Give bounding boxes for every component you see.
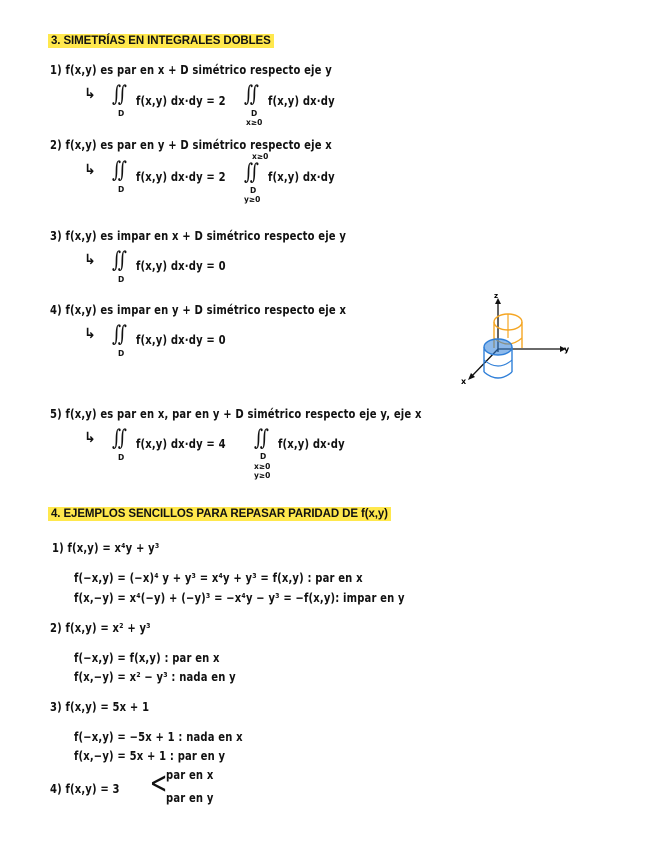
example1-line2: f(x,−y) = x⁴(−y) + (−y)³ = −x⁴y − y³ = −f(x,y): impar en y	[74, 590, 405, 605]
item4-formula: f(x,y) dx·dy = 0	[136, 332, 226, 347]
double-integral-icon: ∬	[112, 426, 127, 451]
example1-definition: 1) f(x,y) = x⁴y + y³	[52, 540, 160, 555]
double-integral-icon: ∬	[112, 248, 127, 273]
example2-line2: f(x,−y) = x² − y³ : nada en y	[74, 669, 236, 684]
item2-formula-left: f(x,y) dx·dy = 2	[136, 169, 226, 184]
example2-line1: f(−x,y) = f(x,y) : par en x	[74, 650, 220, 665]
example4-definition: 4) f(x,y) = 3	[50, 781, 120, 796]
region-label: D	[260, 452, 267, 461]
hook-arrow-icon: ↳	[84, 162, 96, 178]
item4-statement: 4) f(x,y) es impar en y + D simétrico respecto eje x	[50, 302, 347, 317]
double-integral-icon: ∬	[244, 160, 259, 185]
item5-formula-right: f(x,y) dx·dy	[278, 436, 345, 451]
condition-label: x≥0	[246, 118, 263, 127]
x-axis-label: x	[461, 377, 467, 386]
item2-formula-right: f(x,y) dx·dy	[268, 169, 335, 184]
region-label: D	[118, 275, 125, 284]
item2-statement: 2) f(x,y) es par en y + D simétrico respecto eje x	[50, 137, 332, 152]
brace-icon: <	[149, 766, 168, 801]
condition-label: x≥0	[252, 152, 269, 161]
hook-arrow-icon: ↳	[84, 86, 96, 102]
item5-statement: 5) f(x,y) es par en x, par en y + D simétrico respecto eje y, eje x	[50, 406, 422, 421]
hook-arrow-icon: ↳	[84, 252, 96, 268]
item1-statement: 1) f(x,y) es par en x + D simétrico respecto eje y	[50, 62, 332, 77]
region-label: D	[118, 349, 125, 358]
hook-arrow-icon: ↳	[84, 326, 96, 342]
region-label: D	[118, 185, 125, 194]
hook-arrow-icon: ↳	[84, 430, 96, 446]
example1-line1: f(−x,y) = (−x)⁴ y + y³ = x⁴y + y³ = f(x,y) : par en x	[74, 570, 363, 585]
double-integral-icon: ∬	[112, 322, 127, 347]
item3-statement: 3) f(x,y) es impar en x + D simétrico respecto eje y	[50, 228, 347, 243]
region-label: D	[251, 109, 258, 118]
condition-label: y≥0	[254, 471, 271, 480]
example3-line1: f(−x,y) = −5x + 1 : nada en x	[74, 729, 243, 744]
double-integral-icon: ∬	[112, 82, 127, 107]
item1-formula-right: f(x,y) dx·dy	[268, 93, 335, 108]
region-label: D	[250, 186, 257, 195]
z-axis-label: z	[494, 292, 499, 300]
double-integral-icon: ∬	[244, 82, 259, 107]
example2-definition: 2) f(x,y) = x² + y³	[50, 620, 151, 635]
y-axis-label: y	[564, 345, 570, 354]
section3-title: 3. SIMETRÍAS EN INTEGRALES DOBLES	[48, 34, 274, 48]
example4-branch2: par en y	[166, 790, 214, 805]
double-integral-icon: ∬	[112, 158, 127, 183]
cylinder-3d-diagram	[458, 292, 578, 392]
section4-title: 4. EJEMPLOS SENCILLOS PARA REPASAR PARIDAD DE f(x,y)	[48, 507, 391, 521]
item3-formula: f(x,y) dx·dy = 0	[136, 258, 226, 273]
double-integral-icon: ∬	[254, 426, 269, 451]
item1-formula-left: f(x,y) dx·dy = 2	[136, 93, 226, 108]
item5-formula-left: f(x,y) dx·dy = 4	[136, 436, 226, 451]
region-label: D	[118, 109, 125, 118]
condition-label: x≥0	[254, 462, 271, 471]
region-label: D	[118, 453, 125, 462]
example3-line2: f(x,−y) = 5x + 1 : par en y	[74, 748, 226, 763]
condition-label: y≥0	[244, 195, 261, 204]
example4-branch1: par en x	[166, 767, 214, 782]
example3-definition: 3) f(x,y) = 5x + 1	[50, 699, 150, 714]
